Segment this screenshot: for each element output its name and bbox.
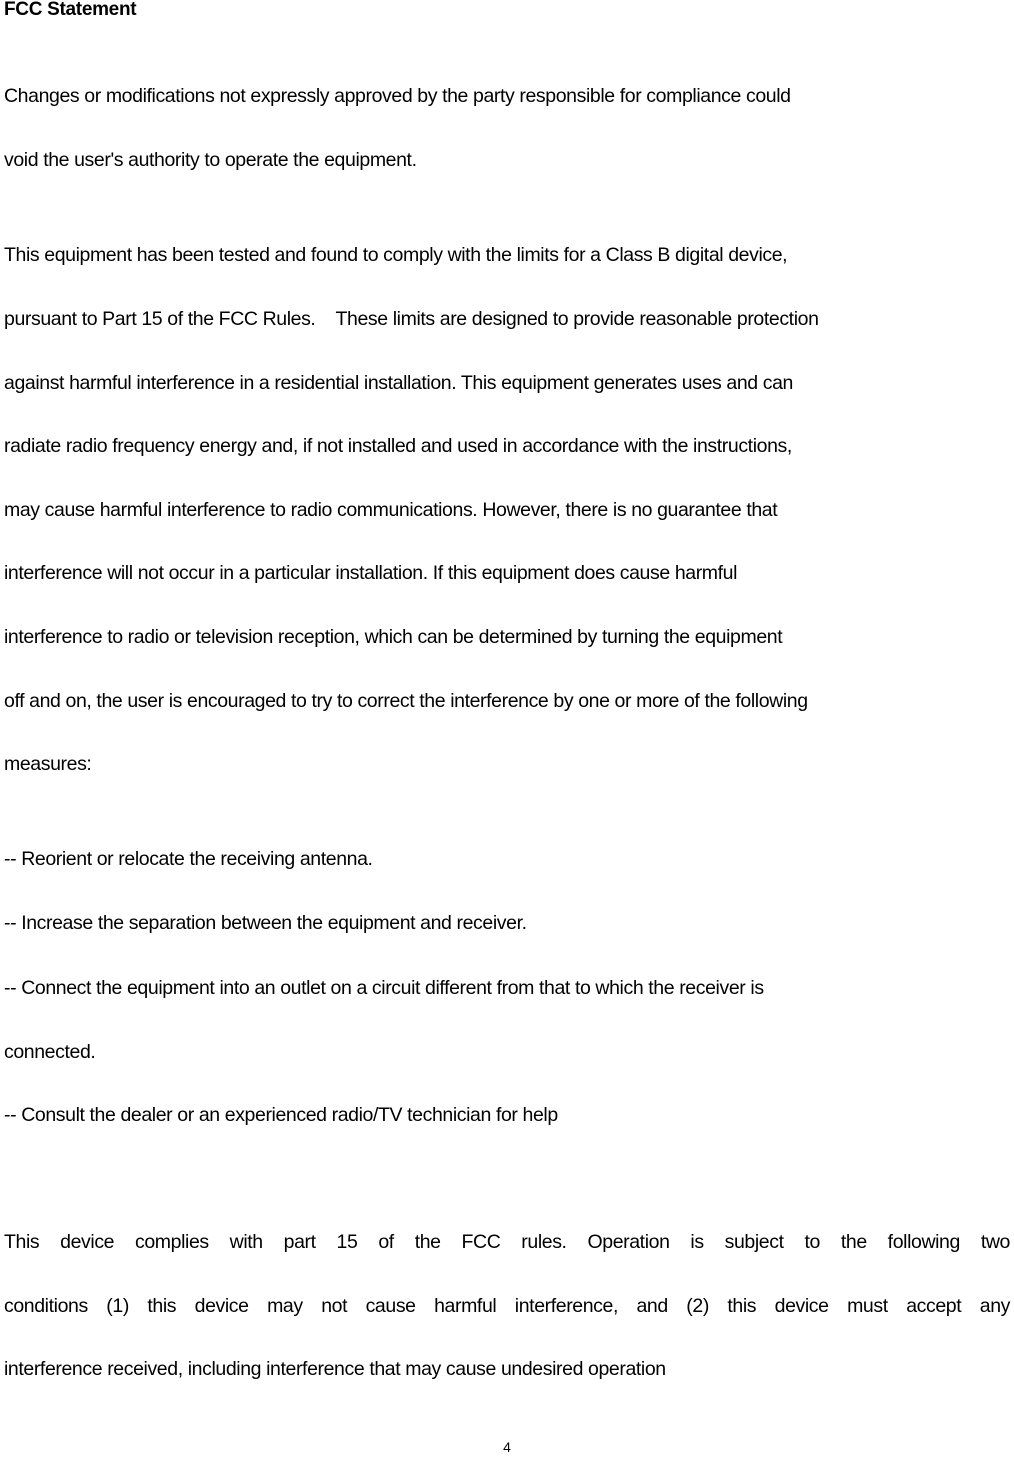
text-line: Changes or modifications not expressly approved by the party responsible for compliance could [4,85,791,107]
text-line: interference will not occur in a particular installation. If this equipment does cause harmful [4,562,738,584]
page-number: 4 [503,1439,511,1455]
text-line: may cause harmful interference to radio communications. However, there is no guarantee that [4,499,778,521]
text-line: interference to radio or television reception, which can be determined by turning the equipment [4,626,783,648]
text-line: measures: [4,753,92,775]
list-item: -- Increase the separation between the equipment and receiver. [4,912,527,934]
text-line: This device complies with part 15 of the FCC rules. Operation is subject to the following two [4,1231,1010,1253]
text-line: pursuant to Part 15 of the FCC Rules. These limits are designed to provide reasonable protection [4,308,819,330]
text-line: interference received, including interference that may cause undesired operation [4,1358,666,1380]
list-item: -- Consult the dealer or an experienced radio/TV technician for help [4,1104,558,1126]
text-line: This equipment has been tested and found to comply with the limits for a Class B digital device, [4,244,788,266]
text-line: against harmful interference in a residential installation. This equipment generates uses and can [4,372,793,394]
text-line: radiate radio frequency energy and, if not installed and used in accordance with the instructions, [4,435,792,457]
list-item: -- Reorient or relocate the receiving antenna. [4,848,373,870]
list-item: -- Connect the equipment into an outlet on a circuit different from that to which the receiver is [4,977,764,999]
list-item-continuation: connected. [4,1041,96,1063]
text-line: void the user's authority to operate the equipment. [4,149,417,171]
text-line: conditions (1) this device may not cause harmful interference, and (2) this device must accept any [4,1295,1010,1317]
text-line: off and on, the user is encouraged to try to correct the interference by one or more of the following [4,690,808,712]
page-title: FCC Statement [4,0,137,20]
